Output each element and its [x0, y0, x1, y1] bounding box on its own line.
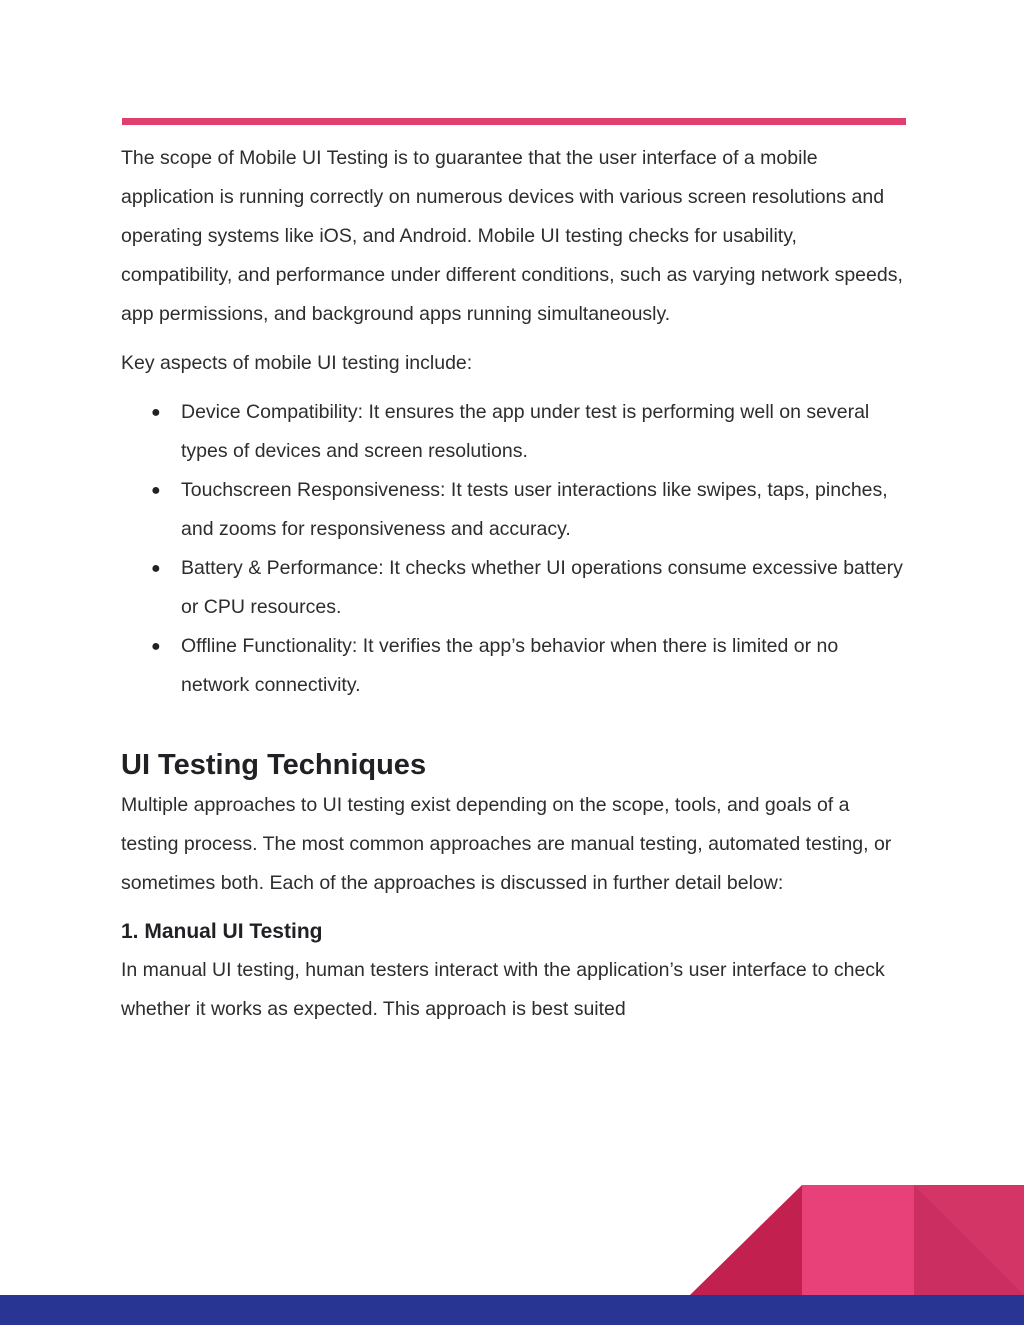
key-aspects-list [121, 393, 911, 705]
top-accent-rule [122, 118, 906, 125]
intro-paragraph: The scope of Mobile UI Testing is to guarantee that the user interface of a mobile application is running correctly on numerous devices with various screen resolutions and operating systems like iOS, and Android. Mobile UI testing checks for usability, compatibility, and performance under different conditions, such as varying network speeds, app permissions, and background apps running simultaneously. [121, 147, 903, 325]
document-body [121, 139, 911, 1029]
list-item [121, 549, 911, 627]
techniques-paragraph: Multiple approaches to UI testing exist depending on the scope, tools, and goals of a testing process. The most common approaches are manual testing, automated testing, or sometimes both. Each of the approaches is discussed in further detail below: [121, 794, 892, 894]
subsection-heading-manual-ui-testing: 1. Manual UI Testing [121, 920, 323, 943]
bullet-icon: ● [151, 638, 161, 655]
footer-bar [0, 1295, 1024, 1325]
list-item-text: Device Compatibility: It ensures the app under test is performing well on several types of devices and screen resolutions. [181, 401, 870, 462]
bullet-icon: ● [151, 482, 161, 499]
list-item [121, 393, 911, 471]
bullet-icon: ● [151, 560, 161, 577]
list-item [121, 471, 911, 549]
deco-triangle [690, 1185, 802, 1295]
section-heading-ui-testing-techniques: UI Testing Techniques [121, 749, 427, 781]
list-item [121, 627, 911, 705]
corner-decoration [690, 1185, 1024, 1295]
list-item-text: Battery & Performance: It checks whether UI operations consume excessive battery or CPU resources. [181, 557, 903, 618]
manual-testing-paragraph: In manual UI testing, human testers interact with the application’s user interface to check whether it works as expected. This approach is best suited [121, 959, 885, 1020]
list-item-text: Offline Functionality: It verifies the app’s behavior when there is limited or no network connectivity. [181, 635, 839, 696]
list-item-text: Touchscreen Responsiveness: It tests user interactions like swipes, taps, pinches, and zooms for responsiveness and accuracy. [181, 479, 888, 540]
key-aspects-intro: Key aspects of mobile UI testing include: [121, 352, 473, 374]
bullet-icon: ● [151, 404, 161, 421]
deco-square [802, 1185, 914, 1295]
